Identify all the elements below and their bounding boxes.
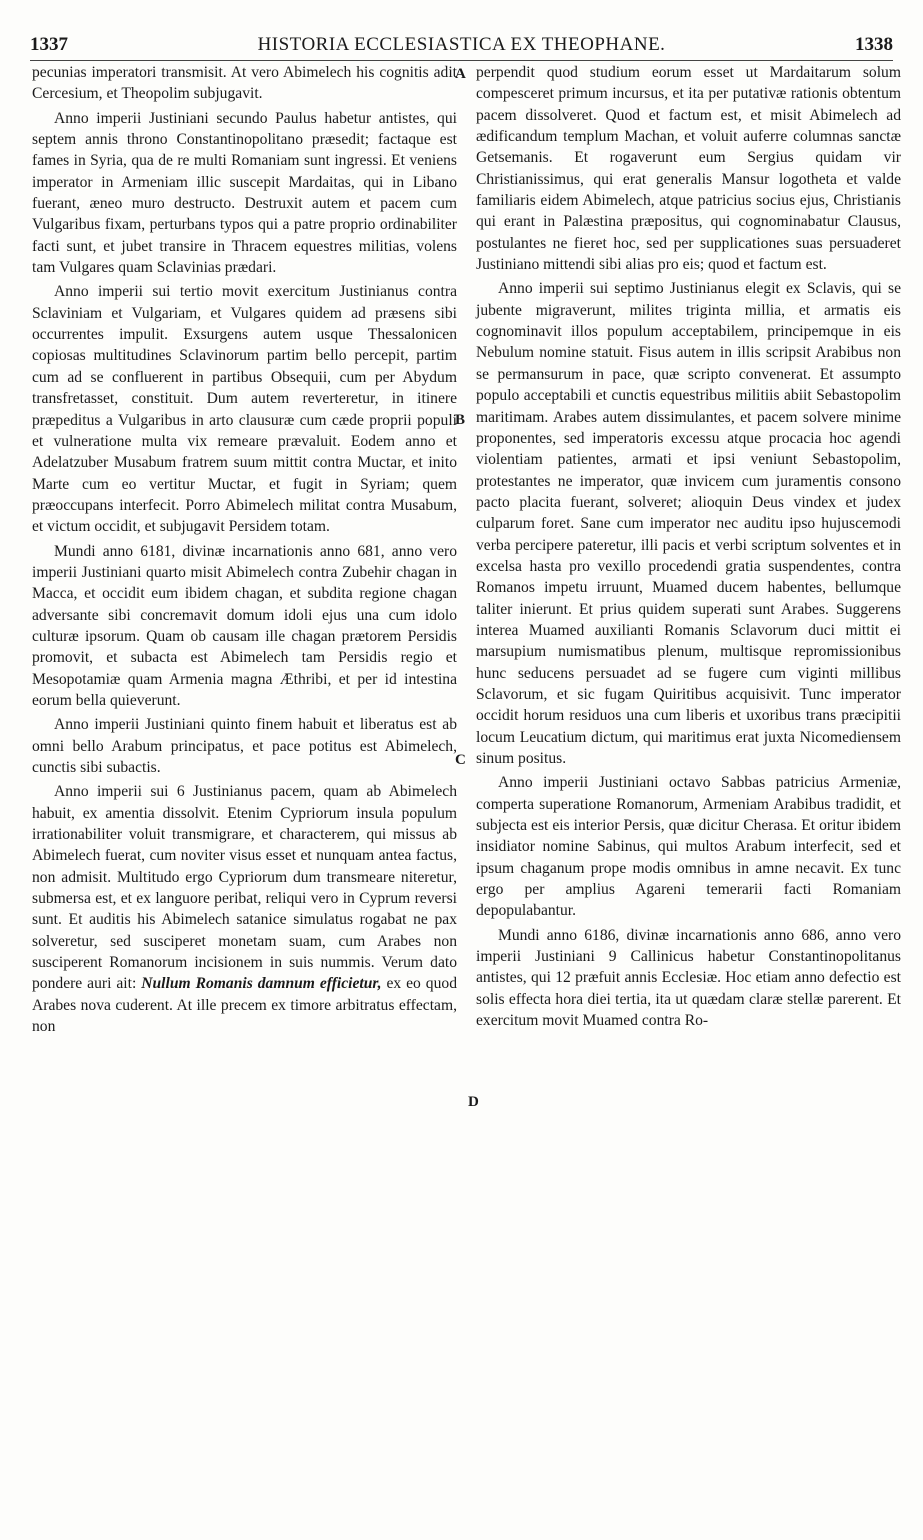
paragraph: Anno imperii sui septimo Justinianus elegit ex Sclavis, qui se jubente migraverunt, milites triginta millia, et armatis eis cognominavit illos populum acceptabilem, principemque in eis Nebulum nomine statuit. Fisus autem in illis scripsit Arabibus non se permansurum in pace, quæ scripto convenerat. Et assumpto populo acceptabili et cunctis equestribus militiis abiit Sebastopolim maritimam. Arabes autem dissimulantes, et pacem solvere minime proponentes, sed imperatoris excessu atque procacia hoc agendi violentiam patientes, armati et ipsi veniunt Sebastopolim, protestantes ne imperator, quæ invicem cum juramentis consono pacto placita fuerant, solveret; alioquin Deus vindex et judex culparum foret. Sane cum imperator nec auditu ipso hujuscemodi verba percipere pateretur, illi pacis et verbi scriptum solventes et in excelsa hasta pro vexillo procedendi gratia suspendentes, contra Romanos impetu irruunt, Muamed ducem habentes, bellumque taliter inierunt. Et prius quidem superati sunt Arabes. Suggerens interea Muamed auxilianti Romanis Sclavorum duci mittit ei marsupium numismatibus plenum, multisque repromissionibus hunc seducens persuadet ad se fugere cum viginti millibus Sclavorum, et sic fugam Quiritibus acquisivit. Tunc imperator occidit horum residuos una cum liberis et uxoribus trans præcipitii locum Leucatium dictum, qui maritimus erat juxta Nicomediensem sinum positus. [476,280,901,767]
margin-letter-d: D [468,1094,479,1110]
page-number-left: 1337 [30,34,68,55]
paragraph: Anno imperii Justiniani secundo Paulus habetur antistes, qui septem annis throno Constantinopolitano præsedit; factaque est fames in Syria, qua de re multi Romaniam sunt ingressi. Et veniens imperator in Armeniam illic suscepit Mardaitas, qui in Libano fuerant, æneo muro destructo. Destruxit autem et pacem cum Vulgaribus fixam, perturbans typos qui a patre proprio ordinabiliter facti sunt, et jubet transire in Thracem equestres militias, volens tam Vulgares quam Sclavinias prædari. [32,109,457,277]
paragraph: Anno imperii Justiniani quinto finem habuit et liberatus est ab omni bello Arabum principatus, et pace potitus est Abimelech, cunctis sibi subactis. [32,716,457,776]
paragraph: Mundi anno 6186, divinæ incarnationis anno 686, anno vero imperii Justiniani 9 Callinicus habetur Constantinopolitanus antistes, qui 12 præfuit annis Ecclesiæ. Hoc etiam anno defectio est solis effecta hora diei tertia, ita ut quædam claræ stellæ parerent. Et exercitum movit Muamed contra Ro- [476,926,901,1030]
paragraph: Anno imperii Justiniani octavo Sabbas patricius Armeniæ, comperta superatione Romanorum, Armeniam Arabibus tradidit, et subjecta est eis interior Persis, quæ dicitur Cherasa. Et oritur ibidem insidiator nomine Sabinus, qui multos Arabum interfecit, sed et ipsum chaganum prope modis omnibus in amne necavit. Ex tunc ergo per amplius Agareni temerarii facti Romaniam depopulabantur. [476,774,901,920]
paragraph-text: Anno imperii sui 6 Justinianus pacem, quam ab Abimelech habuit, ex amentia dissolvit. Etenim Cypriorum insula populum irrationabiliter voluit transmigrare, et characterem, qui missus ab Abimelech fuerat, cum noviter visus esset et nunquam antea factus, non admisit. Multitudo ergo Cypriorum dum transmeare niteretur, submersa est, et ex languore peribat, reliqui vero in Cyprum reversi sunt. Et auditis his Abimelech satanice simulatus rogabat ne pax solveretur, sed susciperet monetam suam, cum Arabes non susciperent Romanorum incisionem in suis nummis. Verum dato pondere auri ait: [32,783,457,993]
running-header [30,32,893,61]
margin-letter-a: A [455,66,466,82]
left-column [32,62,457,1040]
paragraph-text: ex eo quod Arabes nova cuderent. At ille precem ex timore arbitratus effectam, non [32,975,457,1036]
paragraph: Anno imperii sui tertio movit exercitum Justinianus contra Sclaviniam et Vulgariam, et Vulgares quidem ad præsens sibi occurrentes impulit. Exsurgens autem usque Thessalonicen copiosas multitudines Sclavinorum partim bello percepit, partim cum ad se confluerent in partibus Obsequii, cum per Abydum transfretasset, constituit. Dum autem reverteretur, in itinere præpeditus a Vulgaribus in arto clausuræ cum cæde proprii populi et vulneratione multa vix remeare prævaluit. Eodem anno et Adelatzuber Musabum fratrem suum mittit contra Muctar, et inito Marte cum eo vertitur Muctar, et fugit in Syriam; quem præoccupans interfecit. Porro Abimelech militat contra Musabum, et victum occidit, et subjugavit Persidem totam. [32,283,457,536]
paragraph: pecunias imperatori transmisit. At vero Abimelech his cognitis adit Cercesium, et Theopolim subjugavit. [32,64,457,103]
paragraph [32,781,457,1037]
right-column [476,62,901,1034]
italic-quote: Nullum Romanis damnum efficietur, [141,975,382,993]
page-number-right: 1338 [855,34,893,55]
margin-letter-b: B [455,412,466,428]
paragraph: perpendit quod studium eorum esset ut Mardaitarum solum compesceret primum incursus, et ita per putativæ rationis obtentum pacem dissolveret. Quod et factum est, et misit Abimelech ad ædificandum templum Machan, et voluit auferre columnas sanctæ Getsemanis. Et rogaverunt eum Sergius quidam vir Christianissimus, qui erat generalis Mansur logotheta et valde familiaris eidem Abimelech, atque patricius socius ejus, Christianis qui erant in Palæstina præpositus, qui cognominabatur Clausus, postulantes ne fieret hoc, sed per supplicationes suas persuaderet Justiniano mittendi sibi alias pro eis; quod et factum est. [476,64,901,274]
running-title: HISTORIA ECCLESIASTICA EX THEOPHANE. [257,34,666,55]
margin-letter-c: C [455,752,466,768]
paragraph: Mundi anno 6181, divinæ incarnationis anno 681, anno vero imperii Justiniani quarto misit Abimelech contra Zubehir chagan in Macca, et occidit eum ibidem chagan, et subdita regione chagan adversante sibi concremavit domum idoli ejus una cum idolo culturæ ipsorum. Quam ob causam ille chagan prætorem Persidis promovit, et subacta est Abimelech tam Persidis regio et Mesopotamiæ quam Armenia magna Æthribi, et per id intestina eorum bella quieverunt. [32,542,457,709]
